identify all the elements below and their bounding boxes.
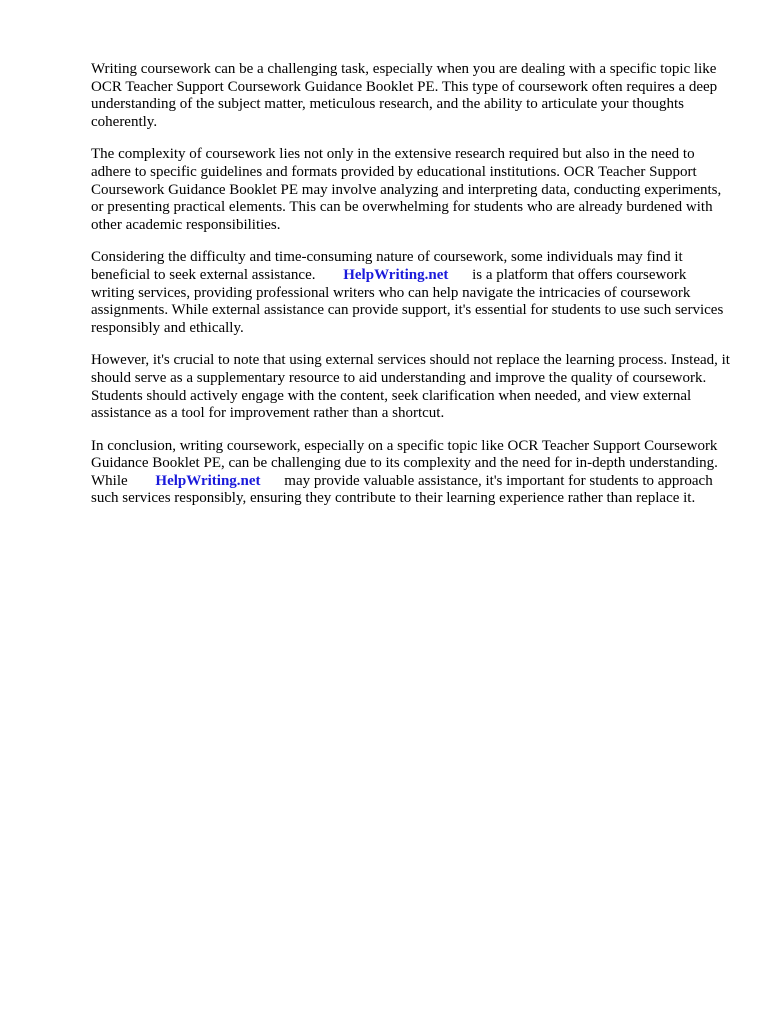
paragraph-complexity (91, 146, 731, 234)
helpwriting-link[interactable]: HelpWriting.net (343, 266, 449, 283)
paragraph-conclusion (91, 438, 731, 508)
paragraph-assistance (91, 249, 731, 337)
paragraph-text-after-link: may provide valuable assistance, it's important for students to approach such services responsibly, ensuring they contribute to their learning experience rather than replace it. (91, 472, 713, 507)
paragraph-text-before-link: Considering the difficulty and time-consuming nature of coursework, some individuals may find it beneficial to seek external assistance. (91, 249, 683, 283)
paragraph-text: Writing coursework can be a challenging task, especially when you are dealing with a specific topic like OCR Teacher Support Coursework Guidance Booklet PE. This type of coursework often requires a deep understanding of the subject matter, meticulous research, and the ability to articulate your thoughts coherently. (91, 61, 718, 130)
paragraph-text-before-link: In conclusion, writing coursework, especially on a specific topic like OCR Teacher Support Coursework Guidance Booklet PE, can be challenging due to its complexity and the need for in-depth understanding. While (91, 437, 718, 489)
paragraph-caution (91, 352, 731, 422)
paragraph-text: The complexity of coursework lies not only in the extensive research required but also in the need to adhere to specific guidelines and formats provided by educational institutions. OCR Teacher Support Coursework Guidance Booklet PE may involve analyzing and interpreting data, conducting experiments, or presenting practical elements. This can be overwhelming for students who are already burdened with other academic responsibilities. (91, 146, 722, 233)
document-page (91, 61, 731, 523)
helpwriting-link[interactable]: HelpWriting.net (155, 472, 261, 489)
paragraph-intro (91, 61, 731, 131)
paragraph-text-after-link: is a platform that offers coursework writing services, providing professional writers who can help navigate the intricacies of coursework assignments. While external assistance can provide support, it's essential for students to use such services responsibly and ethically. (91, 266, 724, 336)
paragraph-text: However, it's crucial to note that using external services should not replace the learning process. Instead, it should serve as a supplementary resource to aid understanding and improve the quality of coursework. Students should actively engage with the content, seek clarification when needed, and view external assistance as a tool for improvement rather than a shortcut. (91, 352, 730, 422)
